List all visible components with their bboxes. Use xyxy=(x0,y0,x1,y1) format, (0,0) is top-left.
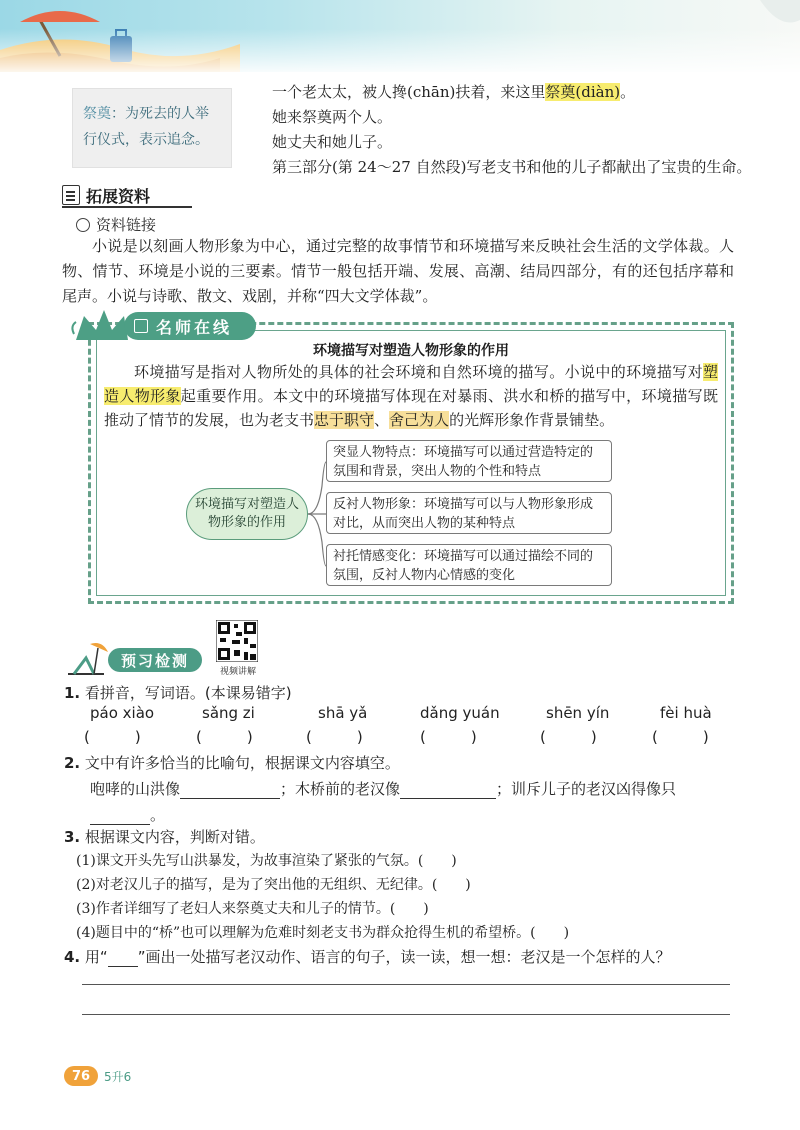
pinyin-item: sǎng zi xyxy=(202,704,255,722)
question-text: ”画出一处描写老汉动作、语言的句子，读一读，想一想：老汉是一个怎样的人？ xyxy=(137,948,671,966)
answer-paren[interactable]: ( ) xyxy=(652,728,709,746)
teacher-badge-icon xyxy=(134,319,148,333)
extension-subtitle: 资料链接 xyxy=(96,216,157,234)
qr-label: 视频讲解 xyxy=(219,667,256,677)
note-term: 祭奠 xyxy=(83,106,111,122)
answer-paren[interactable]: ( ) xyxy=(420,728,477,746)
extension-underline xyxy=(62,206,192,208)
answer-paren[interactable]: ( ) xyxy=(84,728,141,746)
top-banner xyxy=(0,0,800,72)
pinyin-item: shā yǎ xyxy=(318,704,368,722)
fill-blank[interactable] xyxy=(180,783,280,799)
teacher-badge xyxy=(124,312,256,340)
highlight-term: 舍己为人 xyxy=(389,411,450,429)
document-icon xyxy=(62,185,80,205)
excerpt-line-1 xyxy=(272,80,751,105)
extension-subheader xyxy=(76,214,156,235)
fill-text: ；木桥前的老汉像 xyxy=(280,780,401,798)
pinyin-item: shēn yín xyxy=(546,704,610,722)
pinyin-item: dǎng yuán xyxy=(420,704,500,722)
grade-label: 5升6 xyxy=(104,1070,132,1084)
fill-blank[interactable] xyxy=(90,809,150,825)
teacher-text: 环境描写是指对人物所处的具体的社会环境和自然环境的描写。小说中的环境描写对 xyxy=(134,363,703,381)
answer-paren[interactable]: ( ) xyxy=(540,728,597,746)
extension-header xyxy=(62,182,150,208)
pinyin-item: páo xiào xyxy=(90,704,155,722)
fill-blank[interactable] xyxy=(400,783,496,799)
banner-fade xyxy=(0,0,800,72)
page-number-badge: 76 xyxy=(64,1066,98,1086)
judge-item: (3)作者详细写了老妇人来祭奠丈夫和儿子的情节。( ) xyxy=(76,901,429,917)
question-2 xyxy=(64,752,400,773)
question-number: 1. xyxy=(64,684,81,702)
question-number: 3. xyxy=(64,828,81,846)
highlight-term: 祭奠(diàn) xyxy=(545,83,621,101)
extension-paragraph: 小说是以刻画人物形象为中心，通过完整的故事情节和环境描写来反映社会生活的文学体裁。人物、情节、环境是小说的三要素。情节一般包括开端、发展、高潮、结局四部分，有的还包括序幕和尾声。小说与诗歌、散文、戏剧，并称“四大文学体裁”。 xyxy=(62,237,734,305)
annotation-note xyxy=(72,88,232,168)
question-text: 文中有许多恰当的比喻句，根据课文内容填空。 xyxy=(84,754,400,772)
note-definition: ：为死去的人举行仪式，表示追念。 xyxy=(83,106,209,148)
extension-title: 拓展资料 xyxy=(86,186,151,206)
highlight-term: 塑造人物形象 xyxy=(104,363,718,405)
excerpt-text: 。 xyxy=(620,83,636,101)
judge-item: (1)课文开头先写山洪暴发，为故事渲染了紧张的气氛。( ) xyxy=(76,853,457,869)
teacher-text: 的光辉形象作背景铺垫。 xyxy=(449,411,615,429)
answer-paren[interactable]: ( ) xyxy=(306,728,363,746)
question-4 xyxy=(64,946,670,967)
highlight-term: 忠于职守 xyxy=(314,411,375,429)
question-text: 根据课文内容，判断对错。 xyxy=(84,828,265,846)
excerpt-line-2: 她来祭奠两个人。 xyxy=(272,108,393,126)
fill-text: ；训斥儿子的老汉凶得像只 xyxy=(496,780,677,798)
fill-text: 。 xyxy=(150,806,166,824)
question-number: 2. xyxy=(64,754,81,772)
excerpt-line-4: 第三部分(第 24～27 自然段)写老支书和他的儿子都献出了宝贵的生命。 xyxy=(272,158,752,176)
judge-item: (4)题目中的“桥”也可以理解为危难时刻老支书为群众抢得生机的希望桥。( ) xyxy=(76,925,570,941)
preview-badge: 预习检测 xyxy=(108,648,202,672)
question-2-fill xyxy=(90,778,676,799)
teacher-title: 环境描写对塑造人物形象的作用 xyxy=(313,343,509,359)
pinyin-item: fèi huà xyxy=(660,704,712,722)
link-icon xyxy=(76,218,90,232)
teacher-text: 起重要作用。本文中的环境描写体现在对暴雨、洪水和桥的描写中，环境描写既推动了情节的发展，也为老支书 xyxy=(104,387,718,429)
excerpt-text: 一个老太太，被人搀(chān)扶着，来这里 xyxy=(272,83,546,101)
answer-paren[interactable]: ( ) xyxy=(196,728,253,746)
question-text: 看拼音，写词语。(本课易错字) xyxy=(84,684,292,702)
teacher-text: 、 xyxy=(374,411,390,429)
qr-code-icon[interactable] xyxy=(216,620,258,662)
teacher-badge-label: 名师在线 xyxy=(156,317,233,337)
fill-text: 咆哮的山洪像 xyxy=(90,780,181,798)
beach-chair-icon xyxy=(64,640,112,680)
excerpt-lines xyxy=(272,80,751,180)
answer-line[interactable] xyxy=(82,984,730,985)
question-text: 用“ xyxy=(84,948,108,966)
teacher-paragraph xyxy=(104,360,718,432)
excerpt-line-3: 她丈夫和她儿子。 xyxy=(272,133,393,151)
question-2-fill-cont xyxy=(90,804,165,825)
answer-line[interactable] xyxy=(82,1014,730,1015)
question-number: 4. xyxy=(64,948,81,966)
mind-map-center: 环境描写对塑造人物形象的作用 xyxy=(186,488,308,540)
sample-underline xyxy=(108,951,138,967)
question-1 xyxy=(64,682,292,703)
mind-map-node: 衬托情感变化：环境描写可以通过描绘不同的氛围，反衬人物内心情感的变化 xyxy=(326,544,612,586)
question-3 xyxy=(64,826,265,847)
mind-map-node: 反衬人物形象：环境描写可以与人物形象形成对比，从而突出人物的某种特点 xyxy=(326,492,612,534)
judge-item: (2)对老汉儿子的描写，是为了突出他的无组织、无纪律。( ) xyxy=(76,877,471,893)
mind-map-node: 突显人物特点：环境描写可以通过营造特定的氛围和背景，突出人物的个性和特点 xyxy=(326,440,612,482)
